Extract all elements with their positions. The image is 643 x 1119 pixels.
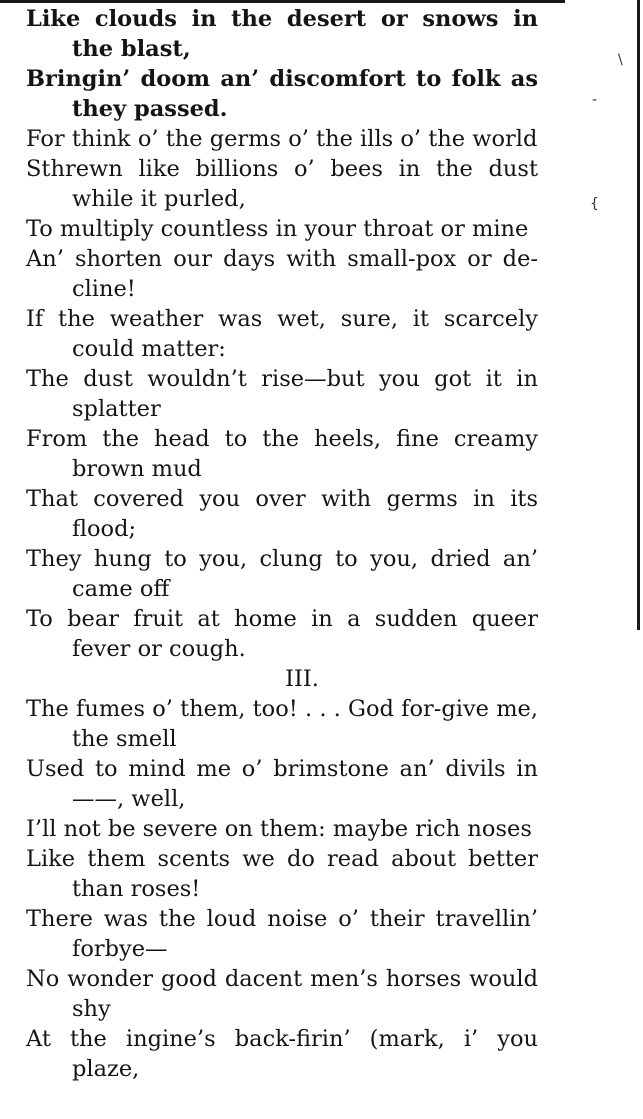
- print-speck: \: [618, 52, 623, 68]
- print-speck: -: [592, 92, 598, 108]
- top-rule: [0, 0, 565, 3]
- verse-line-10: That covered you over with germs in its flood;: [26, 486, 538, 542]
- verse-line-12: To bear fruit at home in a sudden queer fever or cough.: [26, 606, 538, 662]
- verse-line-17: There was the loud noise o’ their travellin’ forbye—: [26, 906, 538, 962]
- verse-line-1: Like clouds in the desert or snows in the blast,: [26, 6, 538, 62]
- verse-line-8: The dust wouldn’t rise—but you got it in splatter: [26, 366, 538, 422]
- verse-line-4: Sthrewn like billions o’ bees in the dust while it purled,: [26, 156, 538, 212]
- poem-column: [26, 4, 538, 1084]
- verse-line-11: They hung to you, clung to you, dried an’ came off: [26, 546, 538, 602]
- print-speck: {: [590, 196, 599, 212]
- column-divider: [637, 0, 640, 630]
- verse-line-18: No wonder good dacent men’s horses would shy: [26, 966, 538, 1022]
- verse-line-2: Bringin’ doom an’ discomfort to folk as they passed.: [26, 66, 538, 122]
- verse-line-16: Like them scents we do read about better than roses!: [26, 846, 538, 902]
- verse-line-9: From the head to the heels, fine creamy brown mud: [26, 426, 538, 482]
- verse-line-19: At the ingine’s back-firin’ (mark, i’ you plaze,: [26, 1026, 538, 1082]
- section-heading: III.: [285, 666, 319, 692]
- verse-line-3: For think o’ the germs o’ the ills o’ the world: [26, 126, 538, 152]
- verse-line-13: The fumes o’ them, too! . . . God for-give me, the smell: [26, 696, 538, 752]
- verse-line-7: If the weather was wet, sure, it scarcely could matter:: [26, 306, 538, 362]
- verse-line-15: I’ll not be severe on them: maybe rich noses: [26, 816, 532, 842]
- verse-line-14: Used to mind me o’ brimstone an’ divils in ——, well,: [26, 756, 538, 812]
- verse-line-5: To multiply countless in your throat or mine: [26, 216, 529, 242]
- verse-line-6: An’ shorten our days with small-pox or de-cline!: [26, 246, 538, 302]
